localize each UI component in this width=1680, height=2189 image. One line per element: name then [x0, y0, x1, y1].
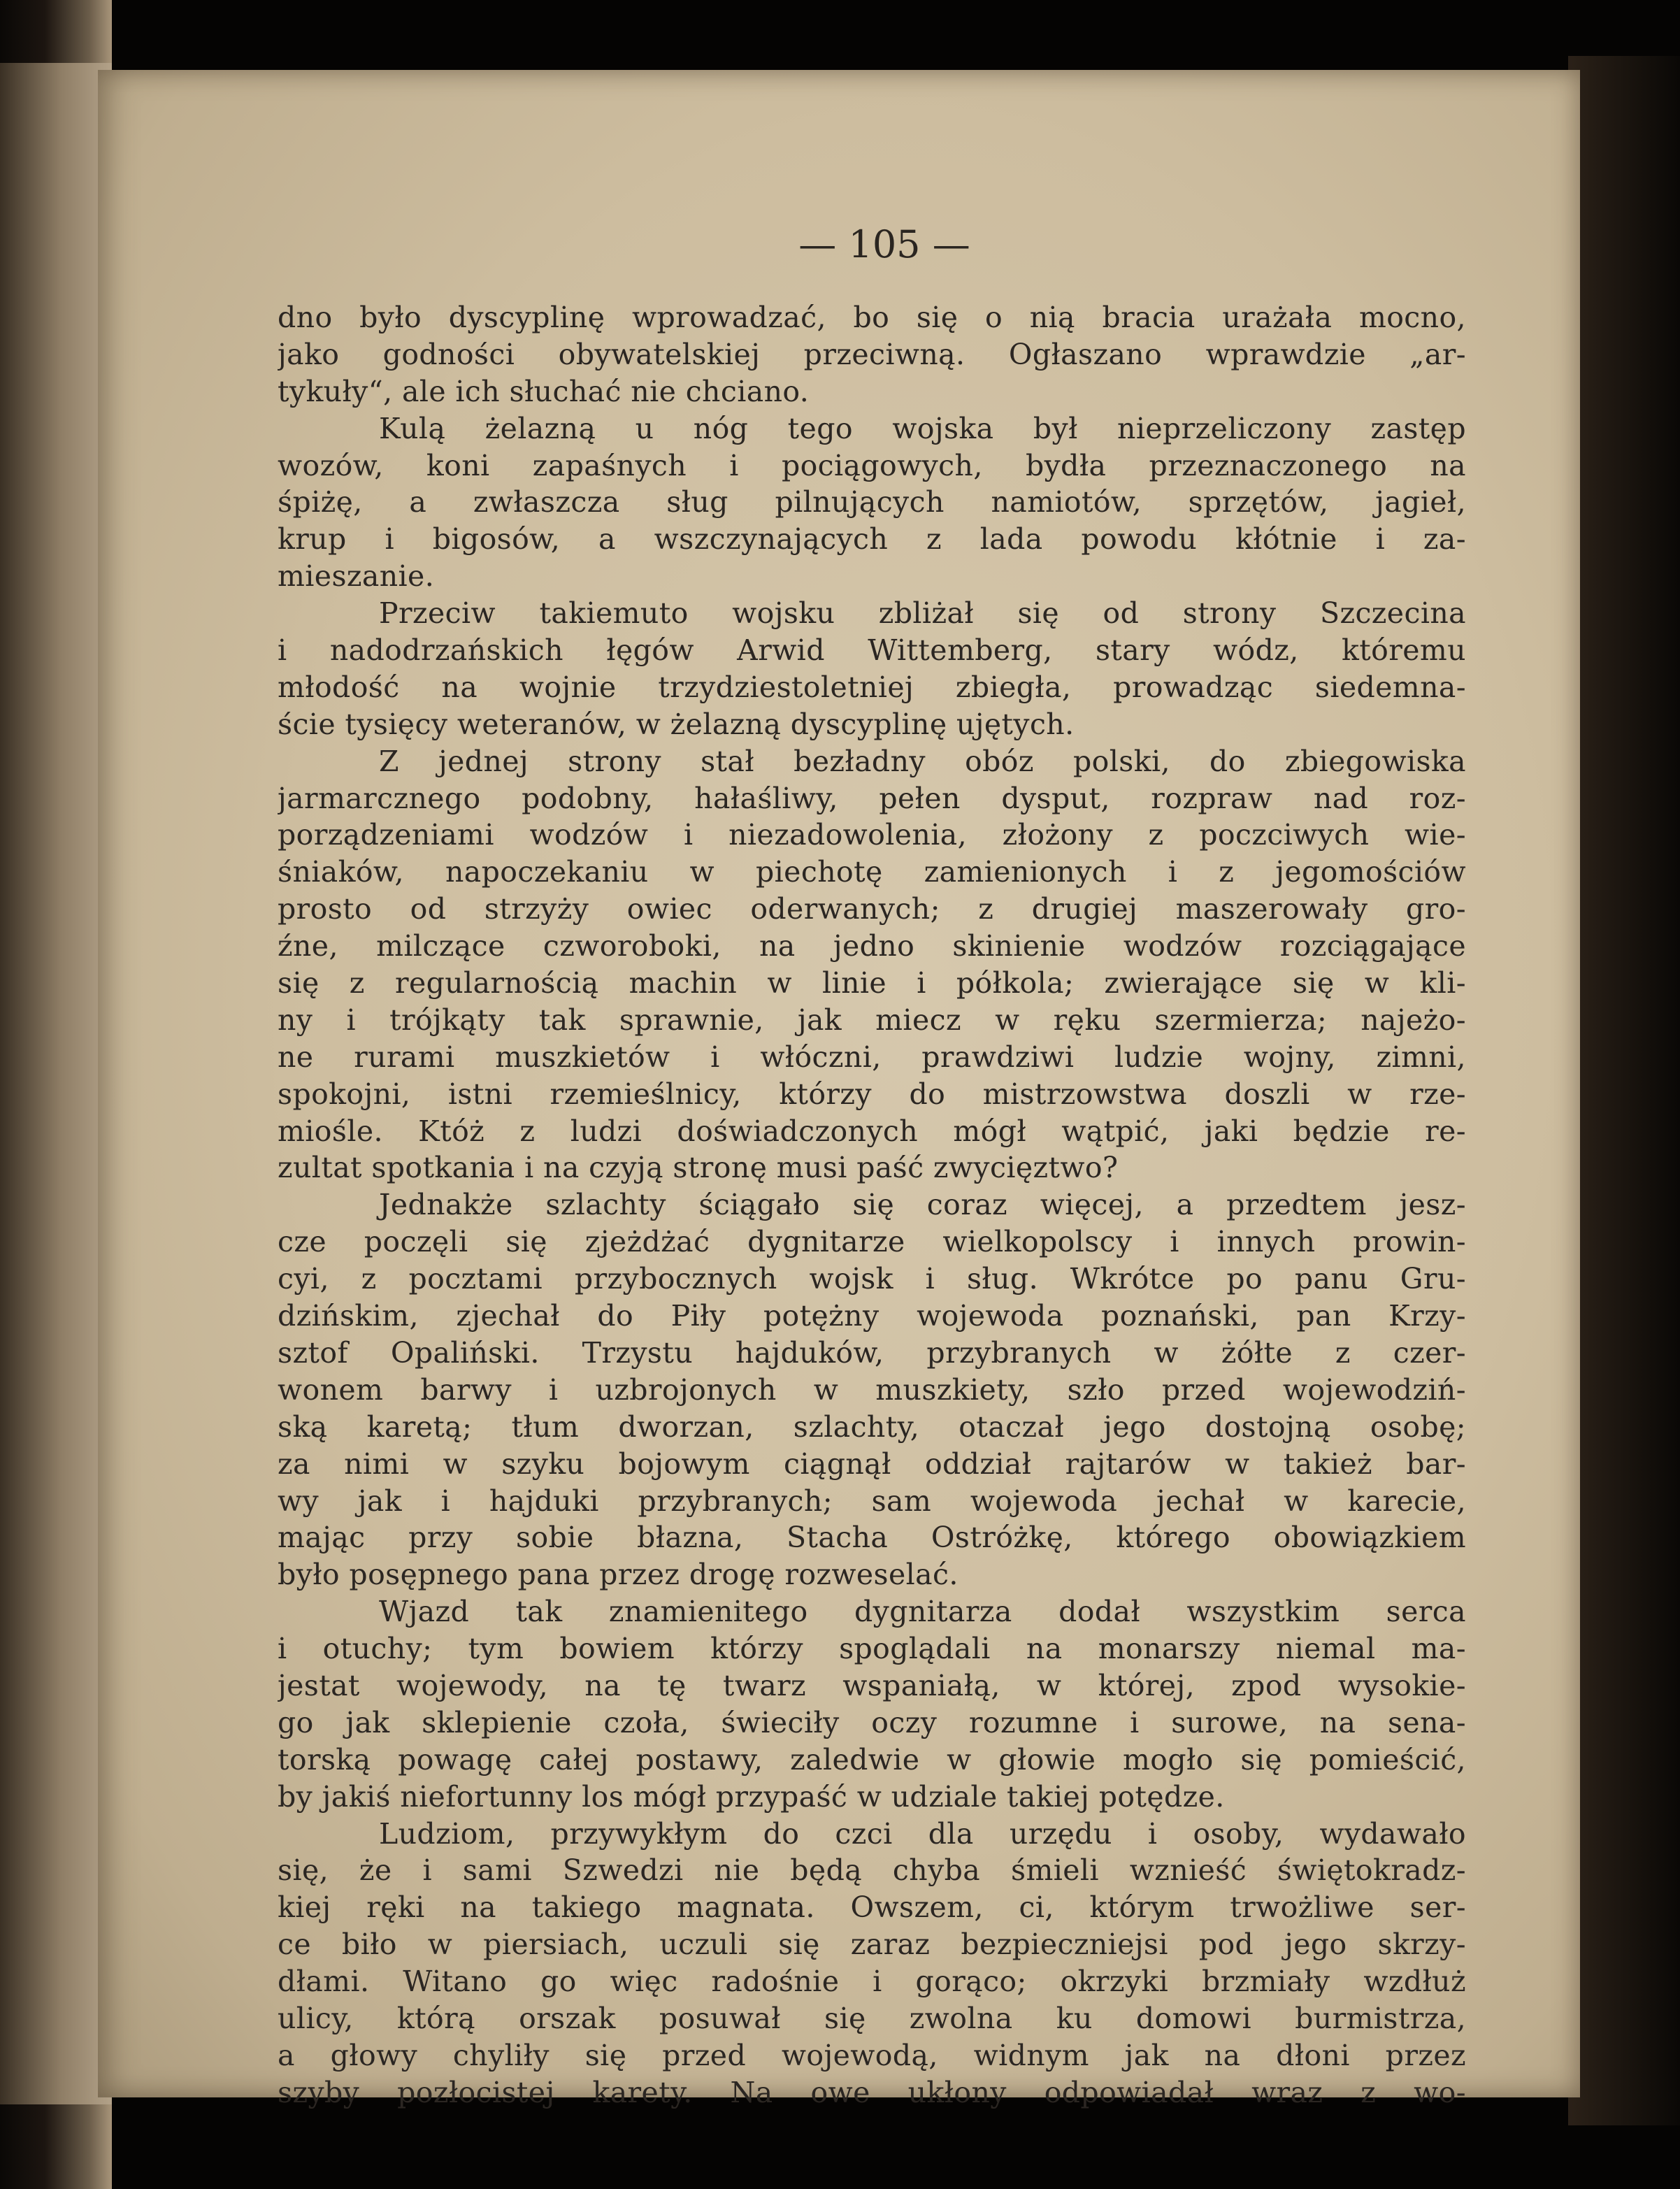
text-line: się z regularnością machin w linie i półkola; zwierające się w kli- — [278, 966, 1466, 1000]
text-line: za nimi w szyku bojowym ciągnął oddział rajtarów w takież bar- — [278, 1447, 1466, 1481]
text-line: Ludziom, przywykłym do czci dla urzędu i osoby, wydawało — [379, 1816, 1466, 1851]
text-line: cze poczęli się zjeżdżać dygnitarze wielkopolscy i innych prowin- — [278, 1225, 1466, 1259]
text-line: dzińskim, zjechał do Piły potężny wojewoda poznański, pan Krzy- — [278, 1299, 1466, 1333]
text-line: spokojni, istni rzemieślnicy, którzy do mistrzowstwa doszli w rze- — [278, 1077, 1466, 1111]
previous-page-edge — [0, 63, 112, 2104]
text-line: krup i bigosów, a wszczynających z lada powodu kłótnie i za- — [278, 522, 1466, 557]
page-number: — 105 — — [798, 222, 970, 266]
text-line: cyi, z pocztami przybocznych wojsk i sług. Wkrótce po panu Gru- — [278, 1262, 1466, 1296]
text-line: mieszanie. — [278, 559, 435, 594]
text-line: Wjazd tak znamienitego dygnitarza dodał wszystkim serca — [379, 1595, 1466, 1629]
text-line: szyby pozłocistej karety. Na owe ukłony odpowiadał wraz z wo- — [278, 2075, 1466, 2109]
text-line: młodość na wojnie trzydziestoletniej zbiegła, prowadząc siedemna- — [278, 670, 1466, 704]
text-line: sztof Opaliński. Trzystu hajduków, przybranych w żółte z czer- — [278, 1335, 1466, 1370]
page-body-text — [278, 299, 1466, 2111]
text-line: ską karetą; tłum dworzan, szlachty, otaczał jego dostojną osobę; — [278, 1409, 1466, 1444]
text-line: zultat spotkania i na czyją stronę musi paść zwycięztwo? — [278, 1151, 1119, 1185]
text-line: ście tysięcy weteranów, w żelazną dyscyplinę ujętych. — [278, 707, 1075, 741]
text-line: wonem barwy i uzbrojonych w muszkiety, szło przed wojewodziń- — [278, 1372, 1466, 1407]
text-line: Z jednej strony stał bezładny obóz polski, do zbiegowiska — [379, 744, 1466, 778]
text-line: dno było dyscyplinę wprowadzać, bo się o nią bracia urażała mocno, — [278, 301, 1466, 334]
text-line: tykuły“, ale ich słuchać nie chciano. — [278, 374, 810, 408]
text-line: jarmarcznego podobny, hałaśliwy, pełen dysput, rozpraw nad roz- — [278, 781, 1466, 815]
text-line: mając przy sobie błazna, Stacha Ostróżkę, którego obowiązkiem — [278, 1521, 1466, 1555]
text-line: jako godności obywatelskiej przeciwną. Ogłaszano wprawdzie „ar- — [278, 337, 1466, 371]
text-line: Przeciw takiemuto wojsku zbliżał się od strony Szczecina — [379, 596, 1466, 631]
text-line: kiej ręki na takiego magnata. Owszem, ci, którym trwożliwe ser- — [278, 1890, 1466, 1925]
text-line: dłami. Witano go więc radośnie i gorąco; okrzyki brzmiały wzdłuż — [278, 1965, 1466, 1999]
text-line: ne rurami muszkietów i włóczni, prawdziwi ludzie wojny, zimni, — [278, 1040, 1466, 1074]
text-line: miośle. Któż z ludzi doświadczonych mógł wątpić, jaki będzie re- — [278, 1114, 1466, 1148]
text-line: Kulą żelazną u nóg tego wojska był nieprzeliczony zastęp — [379, 411, 1466, 445]
text-line: było posępnego pana przez drogę rozweselać. — [278, 1558, 959, 1592]
text-line: by jakiś niefortunny los mógł przypaść w udziale takiej potędze. — [278, 1779, 1225, 1814]
text-line: ulicy, którą orszak posuwał się zwolna ku domowi burmistrza, — [278, 2001, 1466, 2035]
text-line: śpiżę, a zwłaszcza sług pilnujących namiotów, sprzętów, jagieł, — [278, 485, 1466, 519]
text-line: a głowy chyliły się przed wojewodą, widnym jak na dłoni przez — [278, 2038, 1466, 2072]
text-line: śniaków, napoczekaniu w piechotę zamienionych i z jegomościów — [278, 855, 1466, 889]
text-line: porządzeniami wodzów i niezadowolenia, złożony z poczciwych wie- — [278, 818, 1466, 852]
book-cover-edge — [1568, 56, 1680, 2125]
text-line: Jednakże szlachty ściągało się coraz więcej, a przedtem jesz- — [379, 1188, 1466, 1222]
text-line: i otuchy; tym bowiem którzy spoglądali na monarszy niemal ma- — [278, 1632, 1466, 1666]
text-line: torską powagę całej postawy, zaledwie w głowie mogło się pomieścić, — [278, 1742, 1466, 1777]
text-line: ny i trójkąty tak sprawnie, jak miecz w ręku szermierza; najeżo- — [278, 1003, 1466, 1037]
text-line: go jak sklepienie czoła, świeciły oczy rozumne i surowe, na sena- — [278, 1705, 1466, 1739]
text-line: wy jak i hajduki przybranych; sam wojewoda jechał w karecie, — [278, 1484, 1466, 1518]
text-line: źne, milczące czworoboki, na jedno skinienie wodzów rozciągające — [278, 929, 1466, 963]
text-line: jestat wojewody, na tę twarz wspaniałą, w której, zpod wysokie- — [278, 1668, 1466, 1702]
text-line: wozów, koni zapaśnych i pociągowych, bydła przeznaczonego na — [278, 448, 1466, 482]
text-line: ce biło w piersiach, uczuli się zaraz bezpieczniejsi pod jego skrzy- — [278, 1928, 1466, 1962]
text-line: się, że i sami Szwedzi nie będą chyba śmieli wznieść świętokradz- — [278, 1853, 1466, 1888]
text-line: prosto od strzyży owiec oderwanych; z drugiej maszerowały gro- — [278, 892, 1466, 926]
text-line: i nadodrzańskich łęgów Arwid Wittemberg, stary wódz, któremu — [278, 633, 1466, 668]
